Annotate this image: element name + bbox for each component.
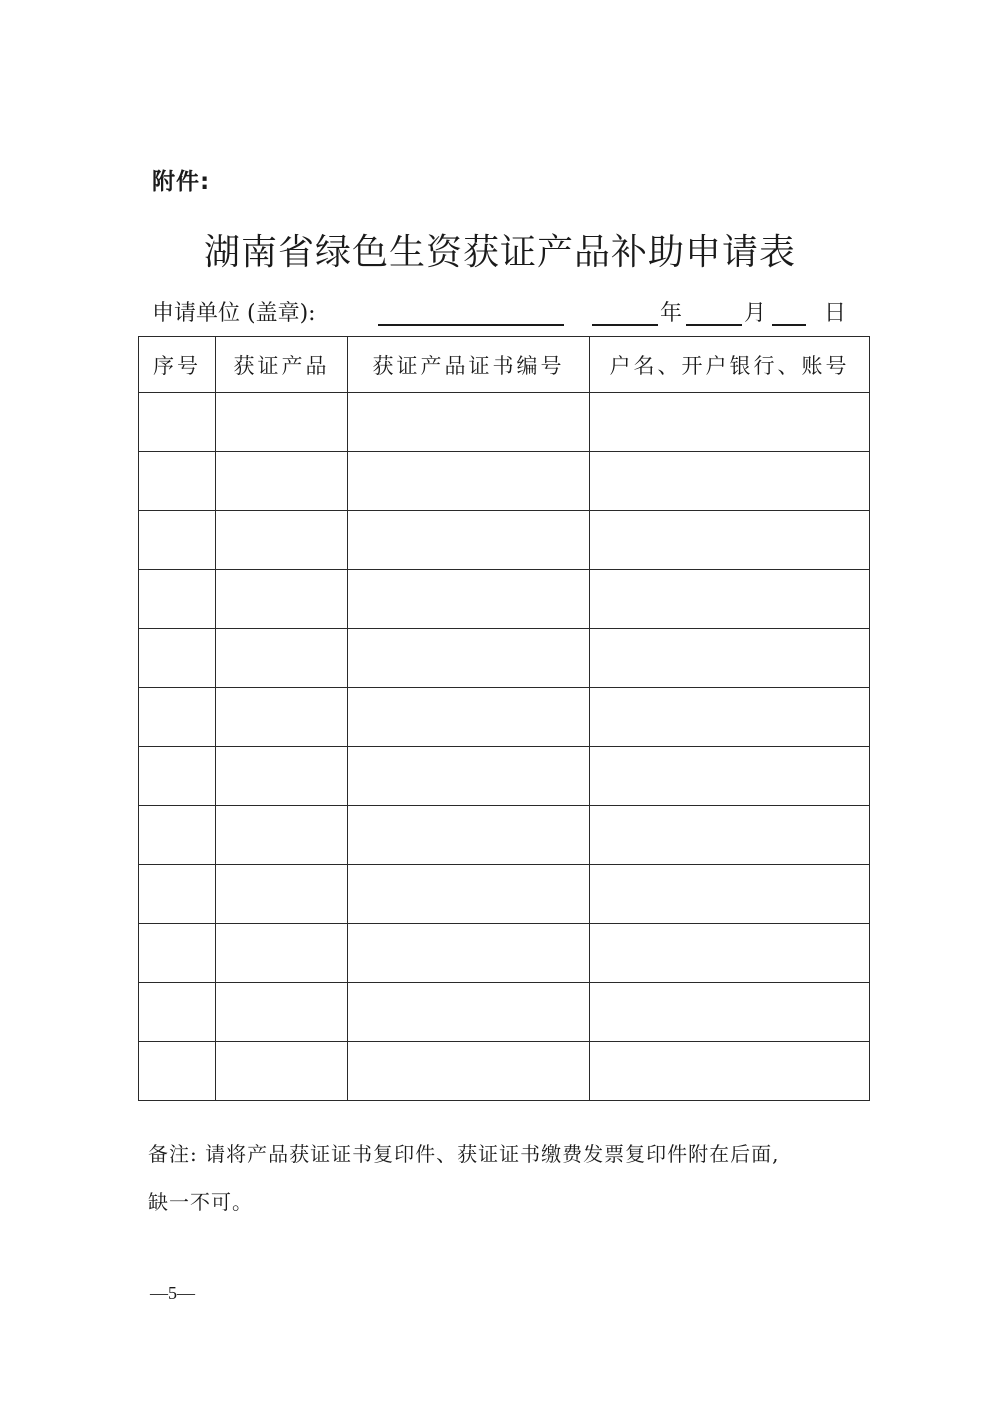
- application-table: [138, 336, 870, 1101]
- table-cell[interactable]: [216, 806, 348, 865]
- table-cell[interactable]: [216, 452, 348, 511]
- attachment-label: 附件:: [152, 169, 211, 195]
- column-header-serial: 序号: [139, 337, 216, 393]
- table-cell[interactable]: [216, 511, 348, 570]
- table-cell[interactable]: [216, 924, 348, 983]
- table-cell[interactable]: [139, 1042, 216, 1101]
- table-cell[interactable]: [348, 806, 590, 865]
- table-row: [139, 511, 870, 570]
- table-cell[interactable]: [348, 865, 590, 924]
- table-cell[interactable]: [348, 393, 590, 452]
- table-cell[interactable]: [348, 511, 590, 570]
- table-row: [139, 806, 870, 865]
- column-header-bank-account: 户名、开户银行、账号: [590, 337, 870, 393]
- table-cell[interactable]: [216, 393, 348, 452]
- table-cell[interactable]: [139, 393, 216, 452]
- table-cell[interactable]: [590, 629, 870, 688]
- table-cell[interactable]: [590, 1042, 870, 1101]
- year-label: 年: [660, 301, 683, 326]
- table-header-row: [139, 337, 870, 393]
- table-row: [139, 983, 870, 1042]
- table-cell[interactable]: [590, 452, 870, 511]
- table-row: [139, 924, 870, 983]
- table-cell[interactable]: [139, 570, 216, 629]
- table-row: [139, 570, 870, 629]
- note-line-2: 缺一不可。: [148, 1190, 253, 1214]
- table-cell[interactable]: [139, 865, 216, 924]
- month-label: 月: [744, 301, 767, 326]
- table-cell[interactable]: [139, 983, 216, 1042]
- table-row: [139, 393, 870, 452]
- table-cell[interactable]: [139, 806, 216, 865]
- table-cell[interactable]: [590, 511, 870, 570]
- table-row: [139, 865, 870, 924]
- form-title: 湖南省绿色生资获证产品补助申请表: [203, 232, 796, 273]
- table-row: [139, 629, 870, 688]
- table-cell[interactable]: [216, 629, 348, 688]
- note: [148, 1130, 868, 1226]
- table-cell[interactable]: [348, 747, 590, 806]
- month-field[interactable]: [686, 298, 742, 326]
- table-cell[interactable]: [216, 688, 348, 747]
- table-cell[interactable]: [348, 629, 590, 688]
- table-cell[interactable]: [348, 688, 590, 747]
- table-cell[interactable]: [590, 570, 870, 629]
- table-cell[interactable]: [139, 629, 216, 688]
- applicant-unit-label: 申请单位 (盖章):: [152, 301, 316, 326]
- table-cell[interactable]: [139, 511, 216, 570]
- table-cell[interactable]: [216, 1042, 348, 1101]
- table-cell[interactable]: [590, 747, 870, 806]
- table-body: [139, 393, 870, 1101]
- table-cell[interactable]: [348, 924, 590, 983]
- table-cell[interactable]: [590, 688, 870, 747]
- table-cell[interactable]: [590, 393, 870, 452]
- table-cell[interactable]: [590, 983, 870, 1042]
- applicant-unit-field[interactable]: [378, 298, 564, 326]
- table-cell[interactable]: [590, 865, 870, 924]
- day-field[interactable]: [772, 298, 806, 326]
- table-cell[interactable]: [590, 806, 870, 865]
- table-row: [139, 1042, 870, 1101]
- day-label: 日: [824, 301, 847, 326]
- table-row: [139, 747, 870, 806]
- table-cell[interactable]: [348, 570, 590, 629]
- table-cell[interactable]: [139, 452, 216, 511]
- table-cell[interactable]: [348, 983, 590, 1042]
- table-cell[interactable]: [216, 747, 348, 806]
- table-cell[interactable]: [139, 924, 216, 983]
- table-row: [139, 452, 870, 511]
- column-header-certificate-number: 获证产品证书编号: [348, 337, 590, 393]
- table-row: [139, 688, 870, 747]
- table-cell[interactable]: [348, 1042, 590, 1101]
- year-field[interactable]: [592, 298, 658, 326]
- table-cell[interactable]: [216, 865, 348, 924]
- table-cell[interactable]: [216, 570, 348, 629]
- table-cell[interactable]: [590, 924, 870, 983]
- table-cell[interactable]: [216, 983, 348, 1042]
- page-number: —5—: [150, 1283, 195, 1303]
- table-cell[interactable]: [348, 452, 590, 511]
- note-line-1: 备注: 请将产品获证证书复印件、获证证书缴费发票复印件附在后面,: [148, 1142, 780, 1166]
- table-cell[interactable]: [139, 747, 216, 806]
- table-cell[interactable]: [139, 688, 216, 747]
- column-header-product: 获证产品: [216, 337, 348, 393]
- applicant-row: [152, 296, 852, 330]
